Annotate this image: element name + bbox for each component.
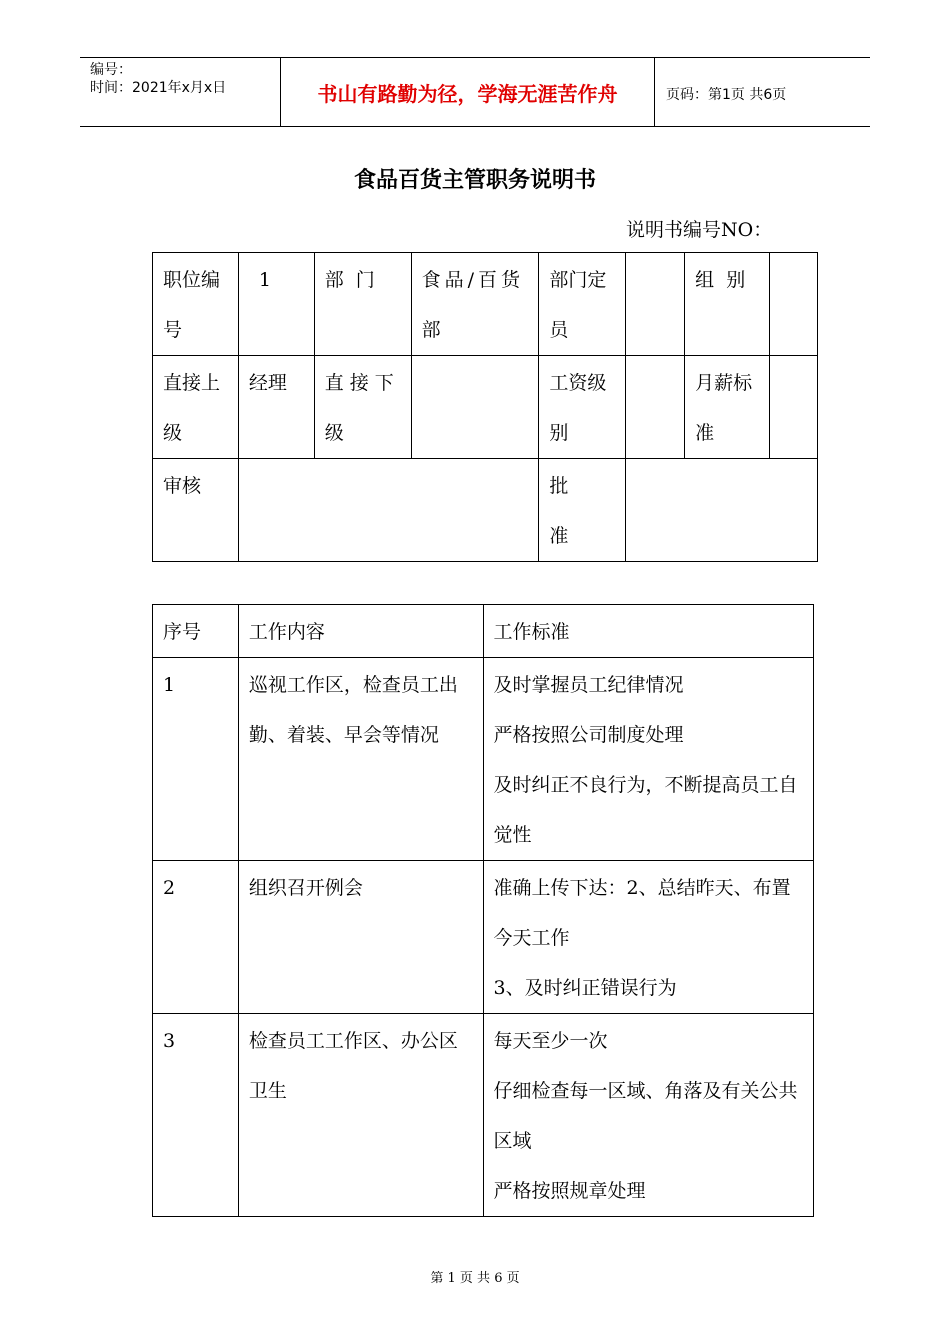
duty-row [153, 1014, 814, 1217]
header-motto: 书山有路勤为径，学海无涯苦作舟 [317, 81, 618, 106]
info-cell [238, 459, 538, 562]
duty-standards [483, 1014, 813, 1217]
info-cell: 部 门 [314, 253, 411, 356]
header-divider [654, 58, 655, 126]
info-cell [626, 253, 685, 356]
standard-item: 3、及时纠正错误行为 [493, 977, 677, 999]
standard-item: 准确上传下达：2、总结昨天、布置今天工作 [493, 877, 791, 949]
standard-item: 及时纠正不良行为，不断提高员工自觉性 [493, 774, 798, 846]
standard-item: 每天至少一次 [493, 1030, 608, 1052]
number-label: 编号： [90, 62, 132, 78]
info-cell: 工资级别 [539, 356, 626, 459]
duty-number: 1 [153, 658, 239, 861]
document-header [80, 57, 870, 127]
duty-row [153, 658, 814, 861]
duty-content: 组织召开例会 [238, 861, 483, 1014]
page-footer: 第 1 页 共 6 页 [430, 1271, 520, 1286]
duty-number: 3 [153, 1014, 239, 1217]
info-cell: 审核 [153, 459, 239, 562]
info-cell: 职位编号 [153, 253, 239, 356]
duty-header-row [153, 605, 814, 658]
doc-number-label: 说明书编号NO： [626, 219, 773, 241]
duty-standards [483, 658, 813, 861]
standard-item: 仔细检查每一区域、角落及有关公共区域 [493, 1080, 798, 1152]
info-cell: 经理 [238, 356, 314, 459]
info-cell: 直接下级 [314, 356, 411, 459]
info-row [153, 356, 818, 459]
header-cell: 工作内容 [238, 605, 483, 658]
standard-item: 严格按照公司制度处理 [493, 724, 684, 746]
header-meta [80, 58, 280, 126]
info-cell: 1 [238, 253, 314, 356]
info-cell: 组 别 [685, 253, 770, 356]
info-cell [411, 356, 539, 459]
header-page-info: 页码：第1页 共6页 [666, 87, 787, 103]
header-cell: 工作标准 [483, 605, 813, 658]
info-cell: 部门定员 [539, 253, 626, 356]
info-cell [626, 356, 685, 459]
duty-row [153, 861, 814, 1014]
info-cell [626, 459, 818, 562]
info-row [153, 253, 818, 356]
standard-item: 及时掌握员工纪律情况 [493, 674, 684, 696]
duty-number: 2 [153, 861, 239, 1014]
standard-item: 严格按照规章处理 [493, 1180, 646, 1202]
duty-content: 检查员工工作区、办公区卫生 [238, 1014, 483, 1217]
header-cell: 序号 [153, 605, 239, 658]
info-cell: 月薪标准 [685, 356, 770, 459]
duty-content: 巡视工作区，检查员工出勤、着装、早会等情况 [238, 658, 483, 861]
info-cell [770, 356, 818, 459]
duty-table [152, 604, 814, 1217]
position-info-table [152, 252, 818, 562]
duty-standards [483, 861, 813, 1014]
info-row [153, 459, 818, 562]
time-label: 时间：2021年x月x日 [90, 80, 227, 96]
info-cell [770, 253, 818, 356]
document-title: 食品百货主管职务说明书 [353, 168, 596, 193]
info-cell: 直接上级 [153, 356, 239, 459]
info-cell: 食品/百货部 [411, 253, 539, 356]
info-cell: 批准 [539, 459, 626, 562]
